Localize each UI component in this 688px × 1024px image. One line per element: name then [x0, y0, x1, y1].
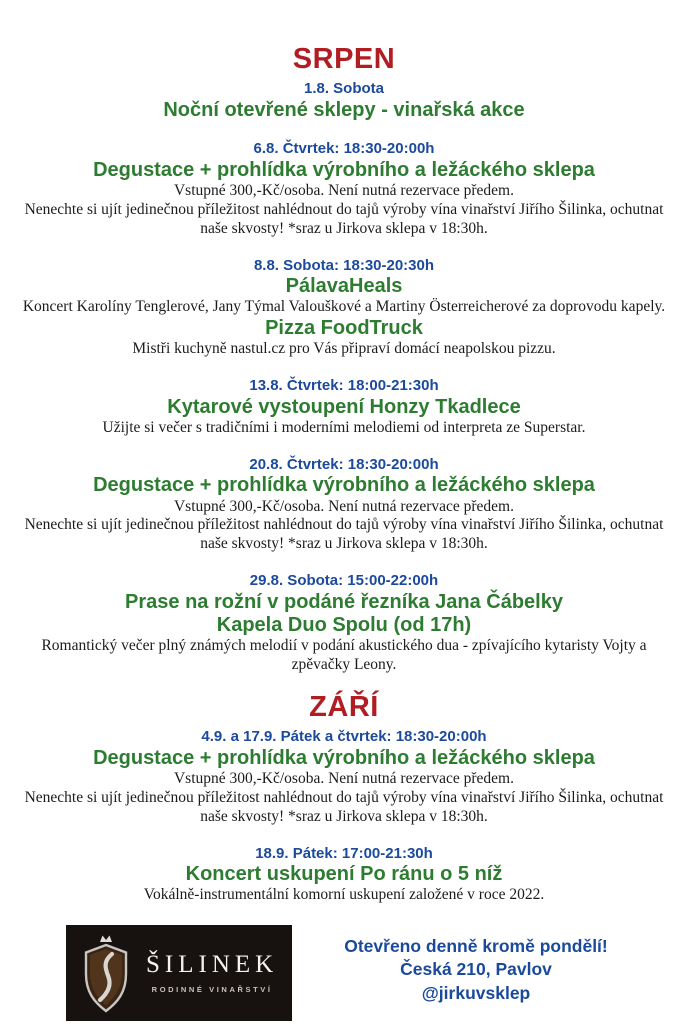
event-sections — [0, 44, 688, 905]
event-body: Romantický večer plný známých melodií v podání akustického dua - zpívajícího kytaristy Vojty a zpěvačky Leony. — [41, 637, 647, 673]
event-body: Užijte si večer s tradičními i moderními melodiemi od interpreta ze Superstar. — [102, 418, 586, 436]
footer — [0, 925, 688, 1021]
event-date: 18.9. Pátek: 17:00-21:30h — [255, 844, 433, 862]
event-title: Prase na rožní v podáné řezníka Jana Čábelky — [125, 590, 563, 613]
address: Česká 210, Pavlov — [400, 959, 552, 980]
event-body: Vokálně-instrumentální komorní uskupení založené v roce 2022. — [143, 886, 545, 904]
event-body: Vstupné 300,-Kč/osoba. Není nutná rezervace předem. — [173, 770, 514, 788]
contact-info — [292, 935, 660, 1004]
shield-crest-icon — [78, 932, 134, 1014]
event-block — [18, 256, 670, 360]
event-title: Koncert uskupení Po ránu o 5 níž — [185, 863, 503, 886]
winery-logo — [66, 925, 292, 1021]
event-body: Nenechte si ujít jedinečnou příležitost nahlédnout do tajů výroby vína vinařství Jiřího Šilinka, ochutnat naše skvosty! *sraz u Jirkova sklepa v 18:30h. — [24, 516, 664, 553]
event-date: 4.9. a 17.9. Pátek a čtvrtek: 18:30-20:00h — [201, 728, 487, 746]
month-section — [0, 44, 688, 675]
instagram-handle: @jirkuvsklep — [421, 982, 531, 1003]
event-title: Pizza FoodTruck — [265, 317, 423, 340]
logo-text — [146, 952, 278, 994]
event-date: 13.8. Čtvrtek: 18:00-21:30h — [249, 377, 439, 395]
event-date: 20.8. Čtvrtek: 18:30-20:00h — [249, 455, 439, 473]
event-date: 8.8. Sobota: 18:30-20:30h — [253, 256, 435, 274]
event-date: 1.8. Sobota — [303, 80, 385, 98]
event-body: Vstupné 300,-Kč/osoba. Není nutná rezervace předem. — [173, 181, 514, 199]
event-body: Nenechte si ujít jedinečnou příležitost nahlédnout do tajů výroby vína vinařství Jiřího Šilinka, ochutnat naše skvosty! *sraz u Jirkova sklepa v 18:30h. — [24, 788, 664, 825]
event-block — [18, 376, 670, 438]
logo-wordmark: ŠILINEK — [146, 951, 279, 979]
event-date: 29.8. Sobota: 15:00-22:00h — [249, 572, 439, 590]
event-body: Koncert Karolíny Tenglerové, Jany Týmal Valouškové a Martiny Österreicherové za doprovodu kapely. — [22, 298, 666, 316]
month-title: SRPEN — [292, 43, 396, 75]
event-block — [18, 571, 670, 675]
event-title: Kytarové vystoupení Honzy Tkadlece — [167, 395, 521, 418]
event-body: Nenechte si ujít jedinečnou příležitost nahlédnout do tajů výroby vína vinařství Jiřího Šilinka, ochutnat naše skvosty! *sraz u Jirkova sklepa v 18:30h. — [24, 200, 664, 237]
opening-hours: Otevřeno denně kromě pondělí! — [344, 936, 608, 957]
event-title: PálavaHeals — [285, 275, 403, 298]
event-body: Mistři kuchyně nastul.cz pro Vás připraví domácí neapolskou pizzu. — [132, 340, 556, 358]
event-block — [18, 139, 670, 238]
event-title: Degustace + prohlídka výrobního a ležáckého sklepa — [93, 746, 595, 769]
event-block — [18, 727, 670, 826]
event-title: Degustace + prohlídka výrobního a ležáckého sklepa — [93, 474, 595, 497]
event-date: 6.8. Čtvrtek: 18:30-20:00h — [253, 140, 435, 158]
event-block — [18, 455, 670, 554]
event-title: Noční otevřené sklepy - vinařská akce — [163, 98, 525, 121]
event-block — [18, 844, 670, 906]
event-title: Kapela Duo Spolu (od 17h) — [216, 613, 472, 636]
logo-subtitle: RODINNÉ VINAŘSTVÍ — [151, 985, 273, 995]
month-section — [0, 692, 688, 905]
month-title: ZÁŘÍ — [309, 690, 379, 723]
event-title: Degustace + prohlídka výrobního a ležáckého sklepa — [93, 158, 595, 181]
event-body: Vstupné 300,-Kč/osoba. Není nutná rezervace předem. — [173, 497, 514, 515]
event-block — [18, 79, 670, 122]
